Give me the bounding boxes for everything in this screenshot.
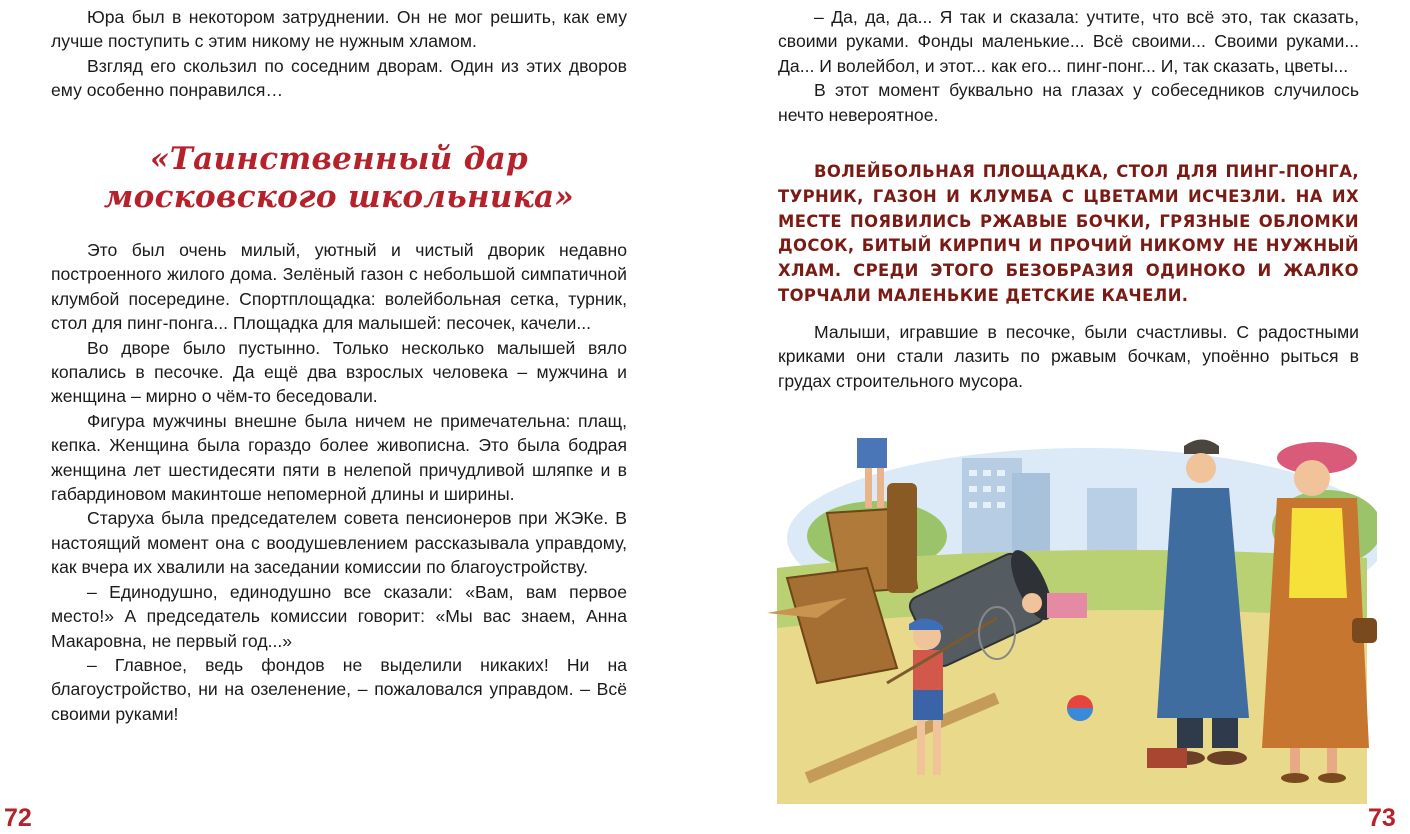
paragraph: Старуха была председателем совета пенсионеров при ЖЭКе. В настоящий момент она с воодушевлением рассказывала управдому, как вчера их хвалили на заседании комиссии по благоустройству. [51, 508, 627, 578]
chapter-heading: «Таинственный дар московского школьника» [103, 141, 575, 215]
paragraph: – Главное, ведь фондов не выделили никаких! Ни на благоустройство, ни на озеленение, – пожаловался управдом. – Всё своими руками! [51, 654, 627, 724]
page-number-left: 72 [4, 804, 32, 832]
paragraph: Юра был в некотором затруднении. Он не мог решить, как ему лучше поступить с этим никому не нужным хламом. [51, 7, 627, 52]
right-top-text [778, 5, 1359, 127]
caps-paragraph: ВОЛЕЙБОЛЬНАЯ ПЛОЩАДКА, СТОЛ ДЛЯ ПИНГ-ПОНГА, ТУРНИК, ГАЗОН И КЛУМБА С ЦВЕТАМИ ИСЧЕЗЛИ. НА ИХ МЕСТЕ ПОЯВИЛИСЬ РЖАВЫЕ БОЧКИ, ГРЯЗНЫЕ ОБЛОМКИ ДОСОК, БИТЫЙ КИРПИЧ И ПРОЧИЙ НИКОМУ НЕ НУЖНЫЙ ХЛАМ. СРЕДИ ЭТОГО БЕЗОБРАЗИЯ ОДИНОКО И ЖАЛКО ТОРЧАЛИ МАЛЕНЬКИЕ ДЕТСКИЕ КАЧЕЛИ. [778, 162, 1359, 305]
paragraph: Фигура мужчины внешне была ничем не примечательна: плащ, кепка. Женщина была гораздо более живописна. Это была бодрая женщина лет шестидесяти пяти в нелепой причудливой шляпке и в габардиновом макинтоше непомерной длины и ширины. [51, 410, 627, 505]
paragraph: Это был очень милый, уютный и чистый дворик недавно построенного жилого дома. Зелёный газон с небольшой симпатичной клумбой посередине. Спортплощадка: волейбольная сетка, турник, стол для пинг-понга... Площадка для малышей: песочек, качели... [51, 240, 627, 334]
paragraph: Взгляд его скользил по соседним дворам. Один из этих дворов ему особенно понравился… [51, 55, 627, 101]
courtyard-junk-illustration [757, 418, 1377, 804]
right-after-text [778, 320, 1359, 393]
left-body-text [51, 238, 627, 726]
paragraph: Во дворе было пустынно. Только несколько малышей вяло копались в песочке. Да ещё два взрослых человека – мужчина и женщина – мирно о чём-то беседовали. [51, 337, 627, 407]
paragraph: – Да, да, да... Я так и сказала: учтите, что всё это, так сказать, своими руками. Фонды маленькие... Всё своими... Своими руками... Да... И волейбол, и этот... как его... пинг-понг... И, так сказать, цветы... [778, 7, 1359, 76]
right-page [705, 0, 1410, 834]
paragraph: В этот момент буквально на глазах у собеседников случилось нечто невероятное. [778, 80, 1359, 125]
paragraph: Малыши, игравшие в песочке, были счастливы. С радостными криками они стали лазить по ржавым бочкам, упоённо рыться в грудах строительного мусора. [778, 322, 1359, 391]
page-number-right: 73 [1368, 804, 1396, 832]
left-top-text [51, 5, 627, 103]
paragraph: – Единодушно, единодушно все сказали: «Вам, вам первое место!» А председатель комиссии говорит: «Мы вас знаем, Анна Макаровна, не первый год...» [51, 581, 627, 651]
